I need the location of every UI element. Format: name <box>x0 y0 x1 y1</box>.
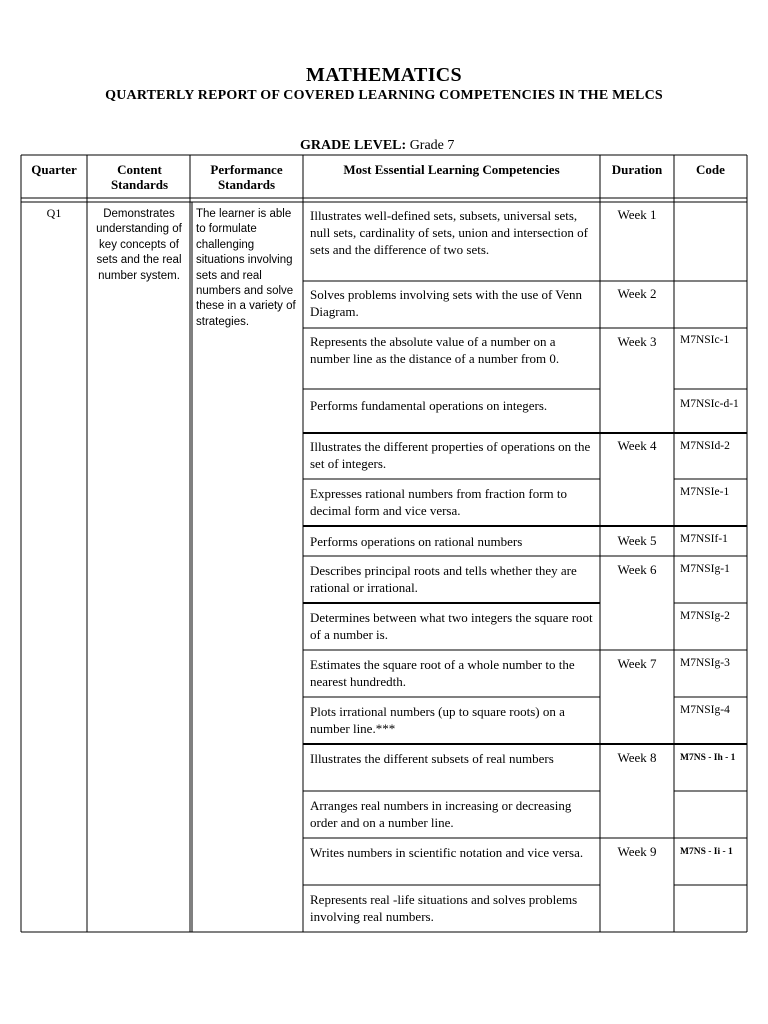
duration-week-9: Week 9 <box>617 844 657 859</box>
code-row-9: M7NSIg-2 <box>680 610 730 622</box>
duration-week-2: Week 2 <box>617 286 657 301</box>
grade-level-label: GRADE LEVEL: <box>300 138 407 153</box>
quarter-cell: Q1 <box>46 206 62 220</box>
melc-row-14: Writes numbers in scientific notation and vice versa. <box>310 845 584 860</box>
melc-row-5: Illustrates the different properties of operations on the set of integers. <box>310 439 591 471</box>
duration-week-7: Week 7 <box>617 656 657 671</box>
melc-row-8: Describes principal roots and tells whether they are rational or irrational. <box>310 563 577 595</box>
code-row-6: M7NSIe-1 <box>680 486 730 498</box>
code-row-5: M7NSId-2 <box>680 440 730 452</box>
header-melc: Most Essential Learning Competencies <box>343 162 560 177</box>
code-row-8: M7NSIg-1 <box>680 563 730 575</box>
melc-row-15: Represents real -life situations and solves problems involving real numbers. <box>310 892 578 924</box>
code-row-10: M7NSIg-3 <box>680 657 730 669</box>
duration-week-4: Week 4 <box>617 438 657 453</box>
melc-row-1: Illustrates well-defined sets, subsets, universal sets, null sets, cardinality of sets, union and intersection of sets and the difference of two sets. <box>310 208 588 257</box>
code-row-7: M7NSIf-1 <box>680 533 728 545</box>
duration-week-1: Week 1 <box>617 207 657 222</box>
content-standards-cell: Demonstrates understanding of key concepts of sets and the real number system. <box>96 208 182 282</box>
melc-row-4: Performs fundamental operations on integers. <box>310 398 548 413</box>
melc-row-10: Estimates the square root of a whole number to the nearest hundredth. <box>310 657 575 689</box>
melc-row-6: Expresses rational numbers from fraction form to decimal form and vice versa. <box>310 486 568 518</box>
grade-level <box>300 138 454 154</box>
grade-level-value: Grade 7 <box>409 138 455 153</box>
performance-standards-cell: The learner is able to formulate challenging situations involving sets and real numbers and solve these in a variety of strategies. <box>196 208 296 328</box>
duration-week-3: Week 3 <box>617 334 657 349</box>
duration-week-8: Week 8 <box>617 750 657 765</box>
code-row-11: M7NSIg-4 <box>680 704 730 716</box>
document-title: MATHEMATICS <box>306 64 462 86</box>
melc-row-7: Performs operations on rational numbers <box>310 534 523 549</box>
header-content-standards: Content Standards <box>110 162 169 192</box>
duration-week-5: Week 5 <box>617 533 657 548</box>
duration-week-6: Week 6 <box>617 562 657 577</box>
code-row-4: M7NSIc-d-1 <box>680 398 739 410</box>
code-row-14: M7NS - Ii - 1 <box>680 847 733 857</box>
header-code: Code <box>696 162 725 177</box>
melc-row-2: Solves problems involving sets with the use of Venn Diagram. <box>310 287 583 319</box>
header-performance-standards: Performance Standards <box>210 162 283 192</box>
header-duration: Duration <box>611 162 663 177</box>
document-subtitle: QUARTERLY REPORT OF COVERED LEARNING COMPETENCIES IN THE MELCS <box>105 88 663 103</box>
melc-row-11: Plots irrational numbers (up to square roots) on a number line.*** <box>310 704 565 736</box>
code-row-3: M7NSIc-1 <box>680 334 730 346</box>
melc-row-9: Determines between what two integers the square root of a number is. <box>310 610 593 642</box>
melc-row-12: Illustrates the different subsets of real numbers <box>310 751 554 766</box>
code-row-12: M7NS - Ih - 1 <box>680 753 736 763</box>
melc-row-3: Represents the absolute value of a number on a number line as the distance of a number from 0. <box>310 334 560 366</box>
melc-row-13: Arranges real numbers in increasing or decreasing order and on a number line. <box>310 798 572 830</box>
header-quarter: Quarter <box>31 162 77 177</box>
